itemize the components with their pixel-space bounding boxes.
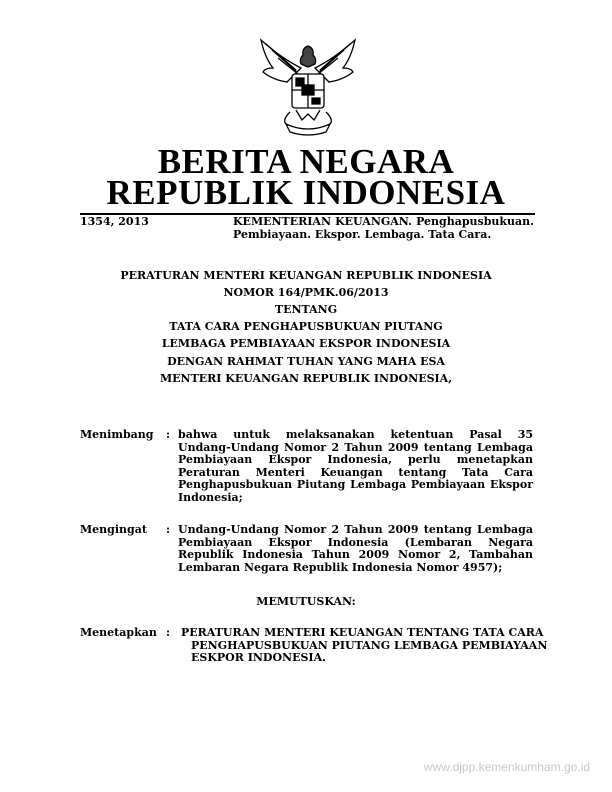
regulation-subject: LEMBAGA PEMBIAYAAN EKSPOR INDONESIA	[161, 337, 451, 350]
text-line: bahwa untuk melaksanakan ketentuan Pasal 35	[178, 428, 533, 441]
preamble: MENTERI KEUANGAN REPUBLIK INDONESIA,	[159, 372, 453, 385]
text-line: Republik Indonesia Tahun 2009 Nomor 2, Tambahan	[178, 548, 533, 561]
menimbang-label: Menimbang	[80, 428, 154, 441]
menimbang-text	[178, 429, 533, 504]
garuda-emblem-icon	[256, 38, 360, 140]
menetapkan-text	[181, 627, 547, 665]
regulation-subject: TATA CARA PENGHAPUSBUKUAN PIUTANG	[169, 320, 443, 333]
gazette-number: 1354, 2013	[80, 215, 149, 228]
colon: :	[166, 523, 171, 536]
text-line: Pembiayaan Ekspor Indonesia, perlu menetapkan	[178, 453, 533, 466]
mengingat-text	[178, 524, 533, 574]
watermark-url: www.djpp.kemenkumham.go.id	[423, 760, 590, 774]
subject-line: Pembiayaan. Ekspor. Lembaga. Tata Cara.	[233, 228, 492, 241]
mengingat-label: Mengingat	[80, 523, 147, 536]
text-line: Penghapusbukuan Piutang Lembaga Pembiayaan Ekspor	[178, 478, 533, 491]
text-line: Peraturan Menteri Keuangan tentang Tata Cara	[178, 465, 533, 479]
text-line: PERATURAN MENTERI KEUANGAN TENTANG TATA CARA	[181, 626, 544, 639]
regulation-tentang: TENTANG	[274, 303, 338, 316]
subject-line: KEMENTERIAN KEUANGAN. Penghapusbukuan.	[233, 215, 534, 228]
colon: :	[166, 626, 171, 639]
menetapkan-label: Menetapkan	[80, 626, 157, 639]
gazette-title-line2: REPUBLIK INDONESIA	[106, 173, 506, 212]
text-line: Undang-Undang Nomor 2 Tahun 2009 tentang Lembaga	[178, 523, 533, 536]
text-line: PENGHAPUSBUKUAN PIUTANG LEMBAGA PEMBIAYAAN	[191, 638, 548, 652]
text-line: Lembaran Negara Republik Indonesia Nomor 4957);	[178, 560, 503, 574]
memutuskan-heading: MEMUTUSKAN:	[256, 595, 356, 608]
preamble: DENGAN RAHMAT TUHAN YANG MAHA ESA	[167, 355, 445, 368]
text-line: Undang-Undang Nomor 2 Tahun 2009 tentang Lembaga	[178, 440, 533, 454]
text-line: Pembiayaan Ekspor Indonesia (Lembaran Negara	[178, 535, 533, 549]
colon: :	[166, 428, 171, 441]
regulation-title: PERATURAN MENTERI KEUANGAN REPUBLIK INDONESIA	[120, 269, 492, 282]
gazette-title-line1: BERITA NEGARA	[157, 142, 455, 181]
text-line: Indonesia;	[178, 490, 243, 504]
text-line: ESKPOR INDONESIA.	[191, 651, 326, 664]
regulation-number: NOMOR 164/PMK.06/2013	[223, 286, 389, 299]
